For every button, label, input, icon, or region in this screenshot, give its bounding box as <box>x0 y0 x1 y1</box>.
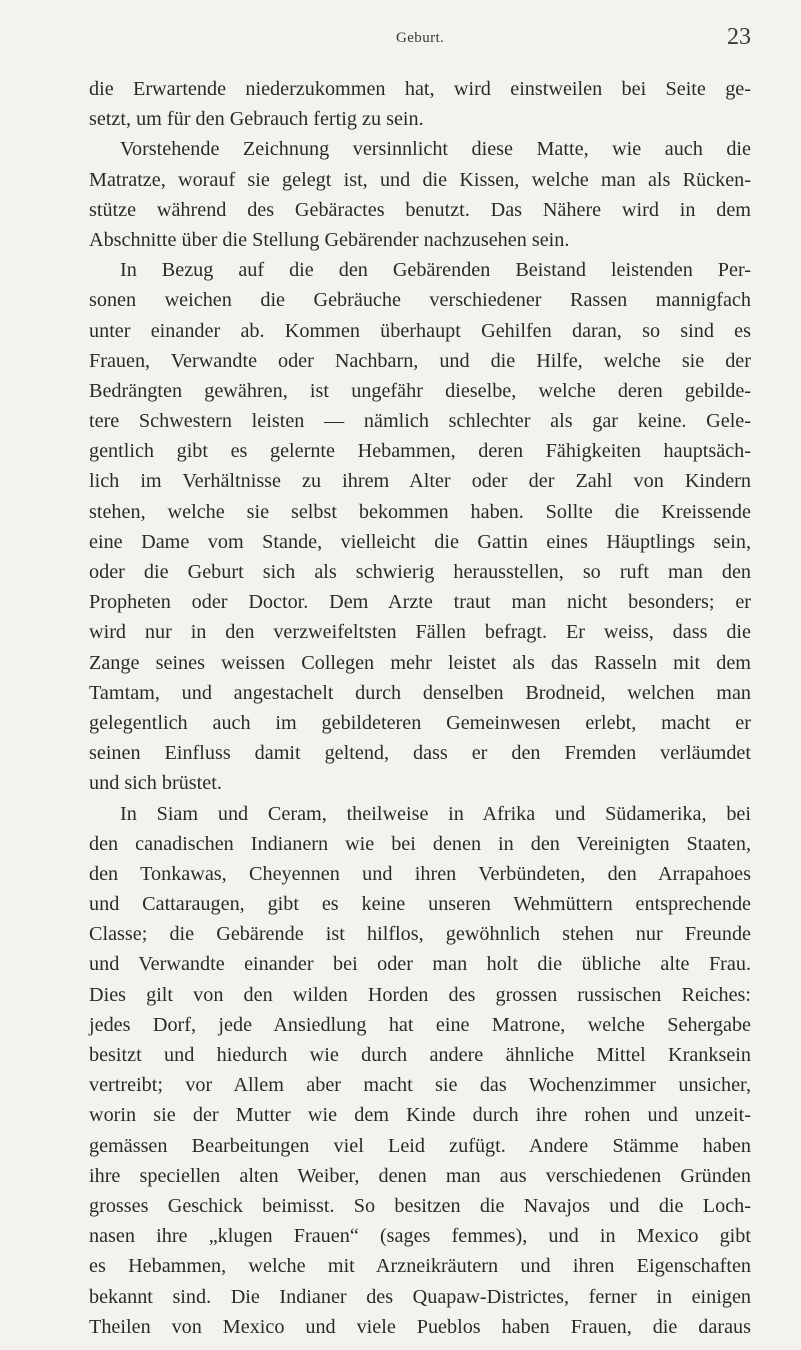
text-line: worin sie der Mutter wie dem Kinde durch ihre rohen und unzeit- <box>89 1104 751 1127</box>
body-text <box>89 74 751 1342</box>
text-line: In Siam und Ceram, theilweise in Afrika und Südamerika, bei <box>120 802 751 825</box>
text-line: In Bezug auf die den Gebärenden Beistand leistenden Per- <box>120 259 751 282</box>
text-line: eine Dame vom Stande, vielleicht die Gattin eines Häuptlings sein, <box>89 530 751 553</box>
text-line: Frauen, Verwandte oder Nachbarn, und die Hilfe, welche sie der <box>89 349 751 372</box>
text-line: den Tonkawas, Cheyennen und ihren Verbündeten, den Arrapahoes <box>89 862 751 885</box>
running-head-title: Geburt. <box>396 30 445 46</box>
text-line: Classe; die Gebärende ist hilflos, gewöhnlich stehen nur Freunde <box>89 923 751 946</box>
text-line: Matratze, worauf sie gelegt ist, und die Kissen, welche man als Rücken- <box>89 168 751 191</box>
text-line: besitzt und hiedurch wie durch andere ähnliche Mittel Kranksein <box>89 1044 751 1066</box>
text-line: es Hebammen, welche mit Arzneikräutern und ihren Eigenschaften <box>89 1255 751 1278</box>
text-line: wird nur in den verzweifeltsten Fällen befragt. Er weiss, dass die <box>89 621 751 644</box>
text-line: nasen ihre „klugen Frauen“ (sages femmes), und in Mexico gibt <box>89 1225 751 1248</box>
text-line: setzt, um für den Gebrauch fertig zu sein. <box>89 108 424 131</box>
text-line: Propheten oder Doctor. Dem Arzte traut man nicht besonders; er <box>89 591 751 614</box>
text-line: stütze während des Gebäractes benutzt. Das Nähere wird in dem <box>89 198 751 221</box>
text-line: grosses Geschick beimisst. So besitzen die Navajos und die Loch- <box>89 1194 751 1217</box>
text-line: bekannt sind. Die Indianer des Quapaw-Districtes, ferner in einigen <box>89 1285 751 1308</box>
text-line: den canadischen Indianern wie bei denen in den Vereinigten Staaten, <box>89 832 751 855</box>
text-line: Tamtam, und angestachelt durch denselben Brodneid, welchen man <box>89 681 751 704</box>
text-line: jedes Dorf, jede Ansiedlung hat eine Matrone, welche Sehergabe <box>89 1013 751 1036</box>
text-line: oder die Geburt sich als schwierig herausstellen, so ruft man den <box>89 561 751 583</box>
text-line: stehen, welche sie selbst bekommen haben. Sollte die Kreissende <box>89 500 751 523</box>
text-line: gemässen Bearbeitungen viel Leid zufügt. Andere Stämme haben <box>89 1134 751 1157</box>
text-line: seinen Einfluss damit geltend, dass er den Fremden verläumdet <box>89 742 751 765</box>
text-line: Abschnitte über die Stellung Gebärender nachzusehen sein. <box>89 228 570 251</box>
text-line: unter einander ab. Kommen überhaupt Gehilfen daran, so sind es <box>89 319 751 342</box>
text-line: Dies gilt von den wilden Horden des grossen russischen Reiches: <box>89 983 751 1006</box>
text-line: Theilen von Mexico und viele Pueblos haben Frauen, die daraus <box>89 1315 751 1338</box>
text-line: und Verwandte einander bei oder man holt die übliche alte Frau. <box>89 953 751 976</box>
text-line: vertreibt; vor Allem aber macht sie das Wochenzimmer unsicher, <box>89 1074 751 1097</box>
text-line: Vorstehende Zeichnung versinnlicht diese Matte, wie auch die <box>120 138 751 161</box>
text-line: gentlich gibt es gelernte Hebammen, deren Fähigkeiten hauptsäch- <box>89 440 751 463</box>
text-line: und sich brüstet. <box>89 772 222 795</box>
text-line: Bedrängten gewähren, ist ungefähr dieselbe, welche deren gebilde- <box>89 379 751 402</box>
text-line: die Erwartende niederzukommen hat, wird einstweilen bei Seite ge- <box>89 78 751 100</box>
text-line: Zange seines weissen Collegen mehr leistet als das Rasseln mit dem <box>89 651 751 674</box>
text-line: sonen weichen die Gebräuche verschiedener Rassen mannigfach <box>89 289 751 312</box>
text-line: lich im Verhältnisse zu ihrem Alter oder der Zahl von Kindern <box>89 470 751 493</box>
text-line: gelegentlich auch im gebildeteren Gemeinwesen erlebt, macht er <box>89 711 751 734</box>
text-line: ihre speciellen alten Weiber, denen man aus verschiedenen Gründen <box>89 1164 751 1187</box>
running-head <box>0 26 801 56</box>
page-number: 23 <box>727 24 751 50</box>
text-line: tere Schwestern leisten — nämlich schlechter als gar keine. Gele- <box>89 410 751 433</box>
text-line: und Cattaraugen, gibt es keine unseren Wehmüttern entsprechende <box>89 893 751 916</box>
